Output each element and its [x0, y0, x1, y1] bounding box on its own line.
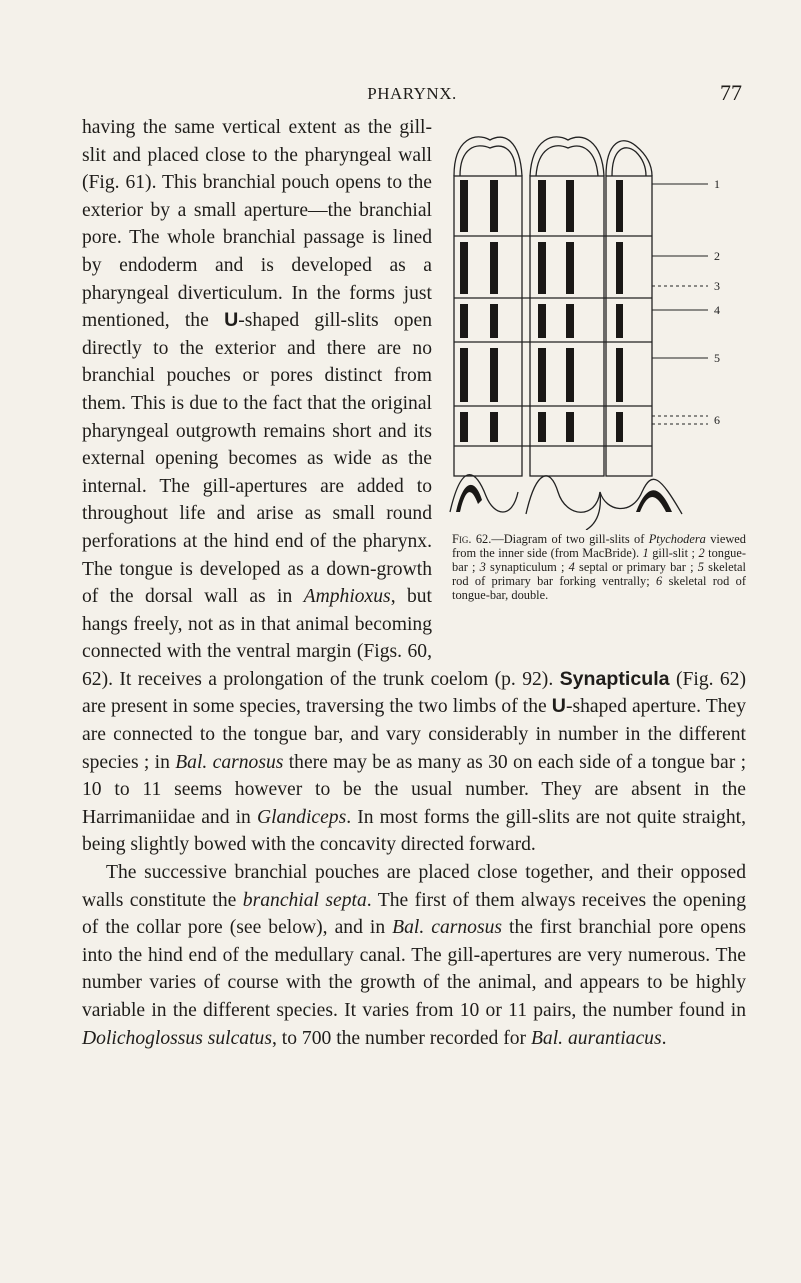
label-6: 6	[714, 413, 720, 427]
paragraph-1: having the same vertical extent as the gill-slit and placed close to the pharyngeal wall (Fig. 61). This branchial pouch opens to the exterior by a small aperture—the branchial pore. The whole branchial passage is lined by endoderm and is developed as a pharyngeal diverticulum. In the forms just mentioned, the U-shaped gill-slits open directly to the exterior and there are no branchial pouches or pores distinct from them. This is due to the fact that the original pharyngeal outgrowth remains short and its external opening becomes as wide as the internal. The gill-apertures are added to throughout life and arise as small round perforations at the hind end of the pharynx. The tongue is developed as a down-growth of the dorsal wall as in Amphioxus, but hangs freely, not as in that animal becoming connected with the ventral margin (Figs. 60, 62). It receives a prolongation of the trunk coelom (p. 92). Synapticula (Fig. 62) are present in some species, traversing the two limbs of the U-shaped aperture. They are connected to the tongue bar, and vary considerably in number in the different species ; in Bal. carnosus there may be as many as 30 on each side of a tongue bar ; 10 to 11 seems however to be the usual number. They are absent in the Harrimaniidae and in Glandiceps. In most forms the gill-slits are not quite straight, being slightly bowed with the concavity directed forward.	[82, 117, 747, 856]
body-text	[82, 114, 746, 1052]
running-head	[82, 80, 742, 110]
caption-fig-label: Fig. 62.	[452, 532, 492, 546]
label-2: 2	[714, 249, 720, 263]
running-head-title: PHARYNX.	[367, 84, 457, 103]
label-3: 3	[714, 279, 720, 293]
synapticula-term: Synapticula	[559, 667, 670, 690]
label-4: 4	[714, 303, 720, 317]
gill-slit-diagram	[446, 120, 746, 530]
page-number: 77	[720, 80, 742, 105]
label-1: 1	[714, 177, 720, 191]
label-5: 5	[714, 351, 720, 365]
paragraph-2: The successive branchial pouches are placed close together, and their opposed walls constitute the branchial septa. The first of them always receives the opening of the collar pore (see below), and in Bal. carnosus the first branchial pore opens into the hind end of the medullary canal. The gill-apertures are very numerous. The number varies of course with the growth of the animal, and appears to be highly variable in the different species. It varies from 10 or 11 pairs, the number found in Dolichoglossus sulcatus, to 700 the number recorded for Bal. aurantiacus.	[82, 862, 747, 1049]
figure-caption: Fig. 62.—Diagram of two gill-slits of Ptychodera viewed from the inner side (from MacBride). 1 gill-slit ; 2 tongue-bar ; 3 synapticulum ; 4 septal or primary bar ; 5 skeletal rod of primary bar forking ventrally; 6 skeletal rod of tongue-bar, double.	[452, 532, 746, 602]
figure-62	[446, 120, 746, 648]
